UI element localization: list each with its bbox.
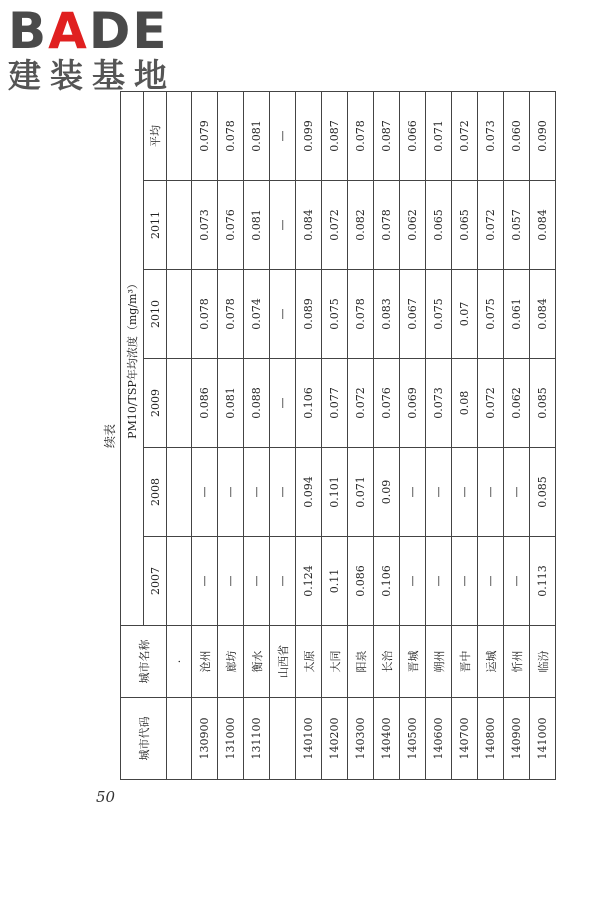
brand-subtitle: 建装基地 [8, 56, 176, 95]
value-cell: 0.081 [244, 181, 270, 270]
city-code-cell: 140400 [374, 698, 400, 780]
city-code-cell: 140800 [478, 698, 504, 780]
value-cell: 0.067 [400, 270, 426, 359]
value-cell: — [478, 448, 504, 537]
brand-wordmark [8, 2, 176, 60]
city-code-cell: 140700 [452, 698, 478, 780]
table-header [121, 91, 167, 779]
value-cell: 0.084 [530, 181, 556, 270]
value-cell: 0.083 [374, 270, 400, 359]
table-row [218, 91, 244, 779]
city-name-cell: 朔州 [426, 626, 452, 698]
city-code-cell: 140200 [322, 698, 348, 780]
value-cell: 0.086 [348, 537, 374, 626]
value-cell: 0.086 [192, 359, 218, 448]
table-row [322, 91, 348, 779]
value-cell: 0.094 [296, 448, 322, 537]
table-row [478, 91, 504, 779]
value-cell [167, 181, 192, 270]
value-cell: — [244, 448, 270, 537]
city-name-cell: 长治 [374, 626, 400, 698]
page-number: 50 [96, 788, 116, 806]
average-cell: 0.090 [530, 91, 556, 180]
value-cell: 0.08 [452, 359, 478, 448]
city-code-cell: 131000 [218, 698, 244, 780]
value-cell: 0.076 [374, 359, 400, 448]
table-row [167, 91, 192, 779]
value-cell: — [426, 537, 452, 626]
city-name-cell: 忻州 [504, 626, 530, 698]
average-cell: 0.073 [478, 91, 504, 180]
average-cell: 0.071 [426, 91, 452, 180]
table-caption: 续表 [103, 424, 117, 449]
value-cell: 0.061 [504, 270, 530, 359]
city-name-cell: 沧州 [192, 626, 218, 698]
rotated-table-sheet [98, 92, 550, 780]
value-cell: 0.076 [218, 181, 244, 270]
header-city-name: 城市名称 [121, 626, 167, 698]
city-name-cell: 太原 [296, 626, 322, 698]
value-cell: — [192, 448, 218, 537]
value-cell: 0.077 [322, 359, 348, 448]
value-cell: — [452, 537, 478, 626]
city-name-cell: 运城 [478, 626, 504, 698]
value-cell: 0.073 [426, 359, 452, 448]
value-cell: 0.078 [218, 270, 244, 359]
city-name-cell: 晋城 [400, 626, 426, 698]
value-cell: 0.057 [504, 181, 530, 270]
value-cell: 0.078 [374, 181, 400, 270]
value-cell: 0.11 [322, 537, 348, 626]
average-cell: 0.079 [192, 91, 218, 180]
value-cell: 0.084 [530, 270, 556, 359]
header-year: 2009 [144, 359, 167, 448]
brand-wordmark-main: B [8, 2, 49, 60]
average-cell: 0.081 [244, 91, 270, 180]
value-cell: 0.072 [478, 181, 504, 270]
city-name-cell: · [167, 626, 192, 698]
value-cell: 0.101 [322, 448, 348, 537]
value-cell: 0.075 [478, 270, 504, 359]
pm10-table [120, 91, 556, 780]
city-name-cell: 大同 [322, 626, 348, 698]
average-cell: 0.078 [348, 91, 374, 180]
value-cell: — [270, 537, 296, 626]
value-cell: — [270, 270, 296, 359]
value-cell: 0.074 [244, 270, 270, 359]
value-cell: — [400, 537, 426, 626]
brand-logo [8, 2, 176, 95]
value-cell: — [244, 537, 270, 626]
city-code-cell: 130900 [192, 698, 218, 780]
value-cell [167, 270, 192, 359]
header-year: 2010 [144, 270, 167, 359]
average-cell: 0.087 [322, 91, 348, 180]
table-row [374, 91, 400, 779]
value-cell: 0.071 [348, 448, 374, 537]
city-name-cell: 衡水 [244, 626, 270, 698]
brand-wordmark-main: DE [88, 2, 169, 60]
value-cell: 0.075 [426, 270, 452, 359]
value-cell: — [192, 537, 218, 626]
value-cell: 0.072 [348, 359, 374, 448]
table-row [270, 91, 296, 779]
city-code-cell: 141000 [530, 698, 556, 780]
value-cell: 0.085 [530, 448, 556, 537]
average-cell: 0.066 [400, 91, 426, 180]
header-pm10-group: PM10/TSP年均浓度（mg/m³） [121, 91, 144, 625]
table-row [400, 91, 426, 779]
value-cell: 0.088 [244, 359, 270, 448]
value-cell: — [504, 537, 530, 626]
brand-wordmark-accent: A [48, 2, 89, 60]
value-cell: — [270, 181, 296, 270]
average-cell: 0.078 [218, 91, 244, 180]
table-row [296, 91, 322, 779]
value-cell: 0.065 [452, 181, 478, 270]
value-cell: — [270, 448, 296, 537]
city-name-cell: 山西省 [270, 626, 296, 698]
header-year: 2011 [144, 181, 167, 270]
city-code-cell: 140900 [504, 698, 530, 780]
value-cell: 0.069 [400, 359, 426, 448]
value-cell: 0.089 [296, 270, 322, 359]
value-cell: 0.065 [426, 181, 452, 270]
city-name-cell: 廊坊 [218, 626, 244, 698]
city-code-cell: 140100 [296, 698, 322, 780]
average-cell: 0.060 [504, 91, 530, 180]
value-cell: 0.113 [530, 537, 556, 626]
value-cell [167, 359, 192, 448]
value-cell: 0.062 [504, 359, 530, 448]
value-cell: — [478, 537, 504, 626]
value-cell: — [426, 448, 452, 537]
header-year: 2008 [144, 448, 167, 537]
value-cell: 0.073 [192, 181, 218, 270]
table-row [348, 91, 374, 779]
table-row [504, 91, 530, 779]
value-cell: 0.062 [400, 181, 426, 270]
table-row [192, 91, 218, 779]
value-cell: 0.081 [218, 359, 244, 448]
value-cell: — [504, 448, 530, 537]
header-average: 平均 [144, 91, 167, 180]
city-name-cell: 晋中 [452, 626, 478, 698]
value-cell: 0.084 [296, 181, 322, 270]
rotated-content [98, 92, 550, 780]
value-cell [167, 448, 192, 537]
value-cell: 0.124 [296, 537, 322, 626]
average-cell: — [270, 91, 296, 180]
table-body [167, 91, 556, 779]
value-cell: 0.106 [374, 537, 400, 626]
value-cell: 0.07 [452, 270, 478, 359]
value-cell [167, 537, 192, 626]
value-cell: — [218, 537, 244, 626]
header-year: 2007 [144, 537, 167, 626]
value-cell: — [270, 359, 296, 448]
city-code-cell: 140600 [426, 698, 452, 780]
average-cell [167, 91, 192, 180]
value-cell: 0.072 [322, 181, 348, 270]
average-cell: 0.072 [452, 91, 478, 180]
header-row [121, 91, 144, 779]
header-city-code: 城市代码 [121, 698, 167, 780]
average-cell: 0.099 [296, 91, 322, 180]
value-cell: 0.09 [374, 448, 400, 537]
table-row [530, 91, 556, 779]
value-cell: — [452, 448, 478, 537]
value-cell: 0.106 [296, 359, 322, 448]
city-name-cell: 临汾 [530, 626, 556, 698]
value-cell: — [218, 448, 244, 537]
city-code-cell [167, 698, 192, 780]
table-row [452, 91, 478, 779]
average-cell: 0.087 [374, 91, 400, 180]
value-cell: 0.085 [530, 359, 556, 448]
city-name-cell: 阳泉 [348, 626, 374, 698]
value-cell: 0.072 [478, 359, 504, 448]
city-code-cell: 140300 [348, 698, 374, 780]
value-cell: 0.078 [192, 270, 218, 359]
table-row [426, 91, 452, 779]
table-row [244, 91, 270, 779]
city-code-cell [270, 698, 296, 780]
city-code-cell: 131100 [244, 698, 270, 780]
value-cell: — [400, 448, 426, 537]
value-cell: 0.082 [348, 181, 374, 270]
city-code-cell: 140500 [400, 698, 426, 780]
value-cell: 0.075 [322, 270, 348, 359]
value-cell: 0.078 [348, 270, 374, 359]
